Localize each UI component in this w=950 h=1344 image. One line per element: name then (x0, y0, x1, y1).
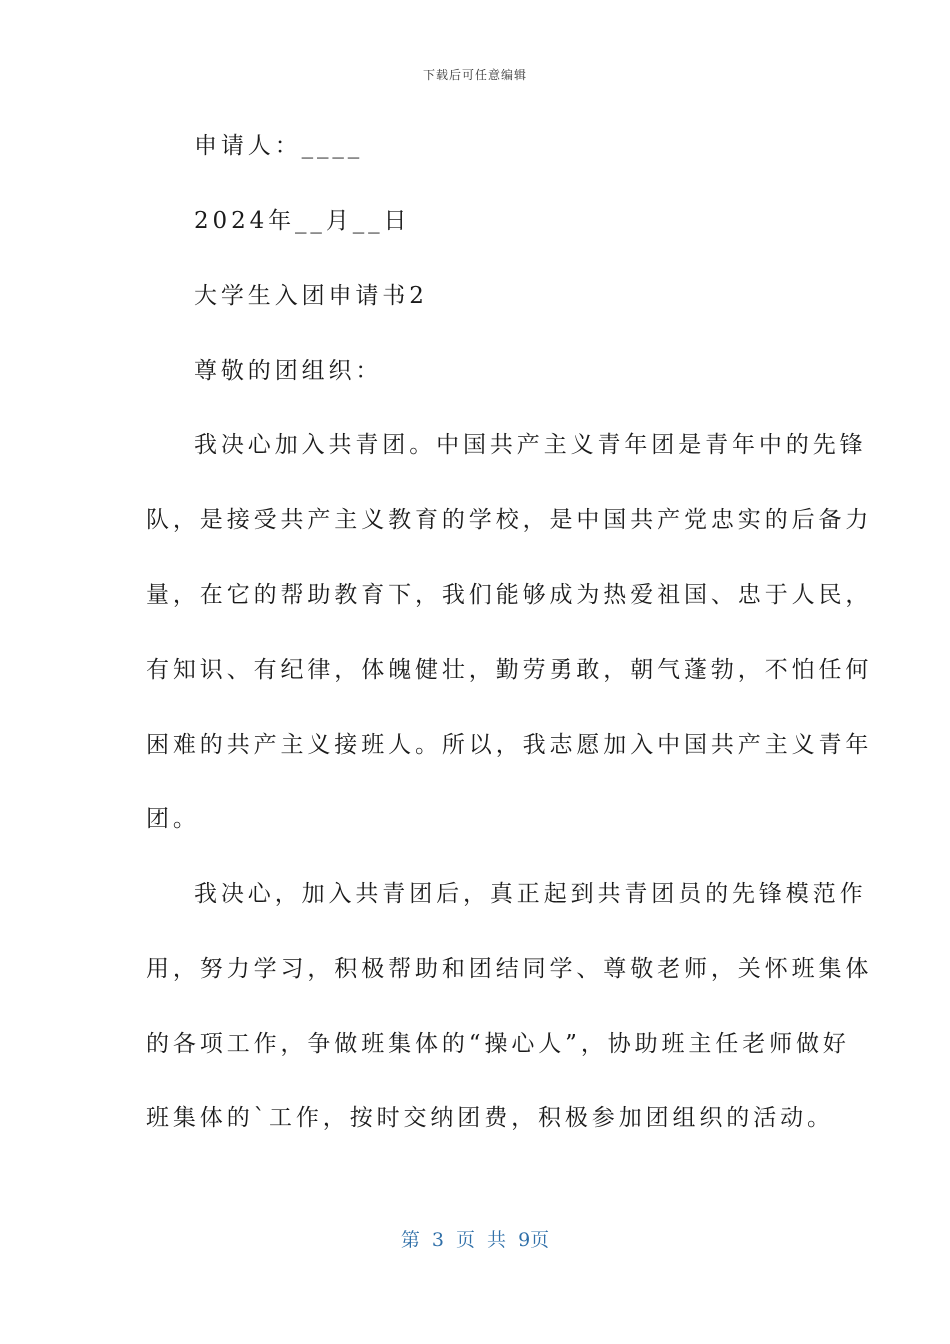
paragraph-1-line-2: 队，是接受共产主义教育的学校，是中国共产党忠实的后备力 (146, 507, 873, 533)
section-title: 大学生入团申请书2 (194, 283, 428, 309)
paragraph-1-line-1: 我决心加入共青团。中国共产主义青年团是青年中的先锋 (194, 432, 867, 458)
paragraph-2-line-3: 的各项工作，争做班集体的“操心人”，协助班主任老师做好 (146, 1031, 850, 1057)
paragraph-2-line-1: 我决心，加入共青团后，真正起到共青团员的先锋模范作 (194, 881, 867, 907)
paragraph-1-line-3: 量，在它的帮助教育下，我们能够成为热爱祖国、忠于人民， (146, 582, 873, 608)
paragraph-1-line-4: 有知识、有纪律，体魄健壮，勤劳勇敢，朝气蓬勃，不怕任何 (146, 657, 873, 683)
page-number: 第 3 页 共 9页 (400, 1229, 550, 1251)
paragraph-1-line-5: 困难的共产主义接班人。所以，我志愿加入中国共产主义青年 (146, 732, 873, 758)
paragraph-2-line-4: 班集体的`工作，按时交纳团费，积极参加团组织的活动。 (146, 1105, 834, 1131)
salutation: 尊敬的团组织： (194, 358, 383, 384)
paragraph-1-line-6: 团。 (146, 806, 200, 832)
paragraph-2-line-2: 用，努力学习，积极帮助和团结同学、尊敬老师，关怀班集体 (146, 956, 873, 982)
date-line: 2024年__月__日 (194, 208, 411, 234)
page-header-note: 下载后可任意编辑 (422, 68, 527, 82)
applicant-line: 申请人：____ (194, 133, 364, 159)
